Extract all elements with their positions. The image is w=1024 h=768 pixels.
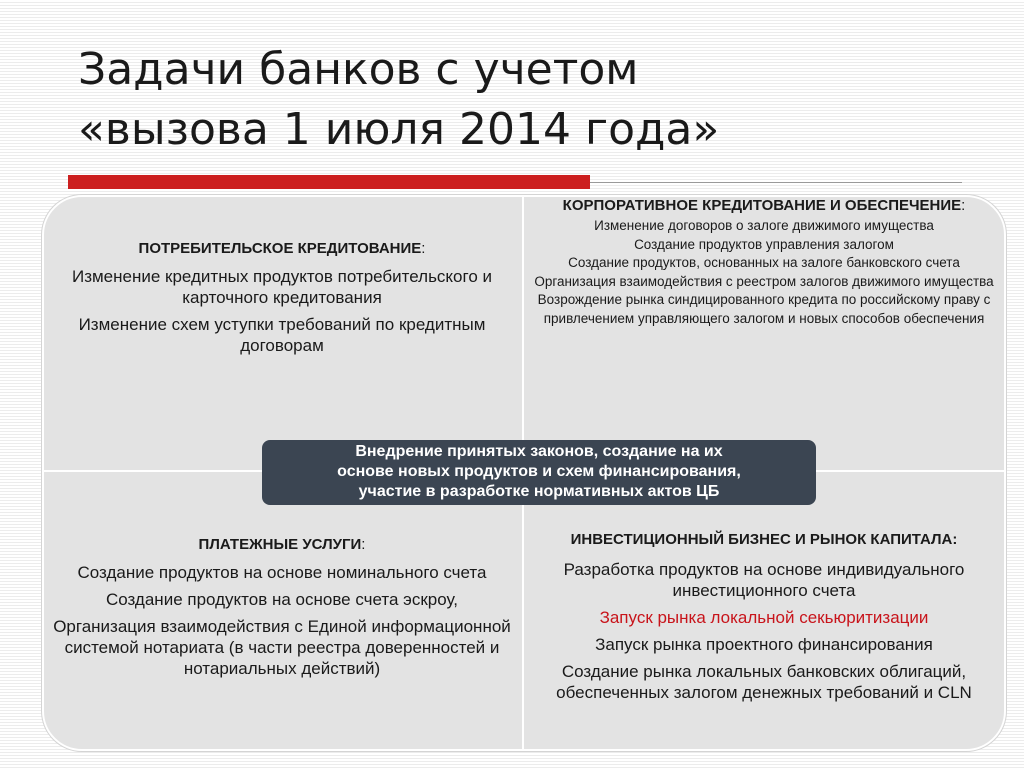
title-rule-line bbox=[590, 182, 962, 183]
quadrant-item-highlighted: Запуск рынка локальной секьюритизации bbox=[599, 608, 929, 627]
title-accent-bar bbox=[68, 175, 590, 189]
quadrant-investment-business bbox=[530, 530, 998, 709]
quadrant-item: Создание рынка локальных банковских облигаций, обеспеченных залогом денежных требований и CLN bbox=[556, 662, 972, 702]
heading-text: ПЛАТЕЖНЫЕ УСЛУГИ bbox=[198, 536, 362, 553]
quadrant-item: Возрождение рынка синдицированного кредита по российскому праву с привлечением управляющего залогом и новых способов обеспечения bbox=[537, 292, 991, 326]
quadrant-corporate-lending bbox=[530, 197, 998, 328]
heading-colon: : bbox=[421, 240, 426, 257]
slide-title-line-1: Задачи банков с учетом bbox=[78, 44, 639, 95]
center-summary-line-1: Внедрение принятых законов, создание на их bbox=[355, 443, 723, 460]
quadrant-item: Создание продуктов, основанных на залоге банковского счета bbox=[568, 255, 960, 270]
quadrant-consumer-lending bbox=[52, 239, 512, 362]
center-summary-line-2: основе новых продуктов и схем финансирования, bbox=[337, 463, 741, 480]
quadrant-item: Изменение кредитных продуктов потребительского и карточного кредитования bbox=[71, 267, 493, 307]
heading-colon: : bbox=[361, 536, 366, 553]
quadrant-heading bbox=[52, 239, 512, 258]
center-summary-line-3: участие в разработке нормативных актов ЦБ bbox=[358, 483, 720, 500]
quadrant-item: Изменение договоров о залоге движимого имущества bbox=[594, 218, 934, 233]
heading-text: КОРПОРАТИВНОЕ КРЕДИТОВАНИЕ И ОБЕСПЕЧЕНИЕ bbox=[562, 197, 962, 214]
quadrant-heading: ИНВЕСТИЦИОННЫЙ БИЗНЕС И РЫНОК КАПИТАЛА: bbox=[570, 531, 958, 548]
quadrant-item: Изменение схем уступки требований по кредитным договорам bbox=[78, 315, 486, 355]
heading-colon: : bbox=[961, 197, 966, 214]
slide-title bbox=[78, 40, 958, 160]
quadrant-item: Организация взаимодействия с Единой информационной системой нотариата (в части реестра доверенностей и нотариальных действий) bbox=[53, 617, 511, 678]
quadrant-item: Разработка продуктов на основе индивидуального инвестиционного счета bbox=[563, 560, 965, 600]
quadrant-heading bbox=[530, 197, 998, 215]
quadrant-item: Создание продуктов на основе счета эскроу, bbox=[105, 590, 459, 609]
quadrant-item: Организация взаимодействия с реестром залогов движимого имущества bbox=[534, 273, 994, 289]
quadrant-heading bbox=[52, 535, 512, 554]
center-summary-box bbox=[262, 440, 816, 505]
heading-text: ПОТРЕБИТЕЛЬСКОЕ КРЕДИТОВАНИЕ bbox=[138, 240, 422, 257]
quadrant-payment-services bbox=[52, 535, 512, 685]
quadrant-item: Создание продуктов на основе номинального счета bbox=[77, 563, 487, 582]
slide-title-line-2: «вызова 1 июля 2014 года» bbox=[78, 104, 720, 155]
quadrant-item: Создание продуктов управления залогом bbox=[634, 236, 894, 252]
quadrant-item: Запуск рынка проектного финансирования bbox=[595, 635, 933, 654]
